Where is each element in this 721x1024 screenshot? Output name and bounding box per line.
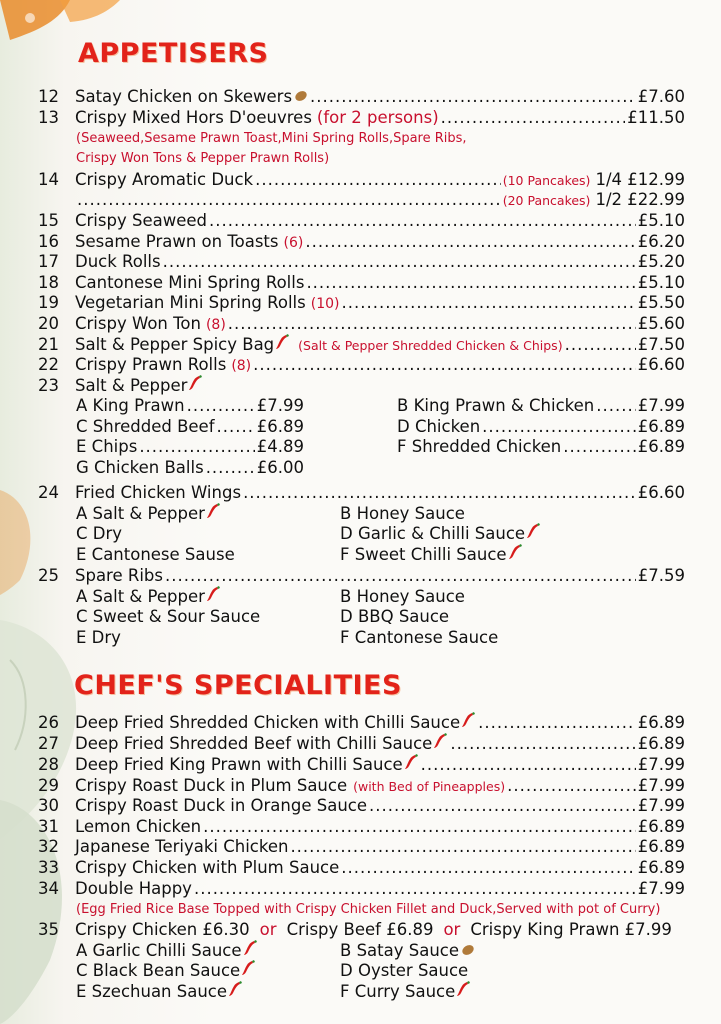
item-number: 32 bbox=[38, 837, 59, 856]
item-price: £5.10 bbox=[637, 211, 685, 230]
leader-dots bbox=[203, 816, 636, 837]
item-name: Vegetarian Mini Spring Rolls bbox=[75, 293, 306, 312]
menu-item-35[interactable] bbox=[38, 919, 685, 940]
item-note: (for 2 persons) bbox=[316, 108, 439, 127]
option-salt-pepper-e[interactable]: E Chips ..... £4.89 bbox=[76, 436, 304, 457]
item-name: Deep Fried King Prawn with Chilli Sauce bbox=[75, 755, 403, 774]
chilli-icon bbox=[276, 334, 290, 350]
menu-item-19[interactable] bbox=[38, 292, 685, 313]
wing-option-b[interactable]: B Honey Sauce bbox=[340, 504, 465, 523]
leader-dots bbox=[163, 251, 636, 272]
item-number: 35 bbox=[38, 920, 59, 939]
menu-item-18[interactable] bbox=[38, 272, 685, 293]
chilli-icon bbox=[462, 712, 476, 728]
rib-option-b[interactable]: B Honey Sauce bbox=[340, 587, 465, 606]
item-name: Fried Chicken Wings bbox=[75, 483, 242, 502]
menu-item-13[interactable] bbox=[38, 107, 685, 128]
menu-item-21[interactable] bbox=[38, 334, 685, 355]
item-number: 31 bbox=[38, 817, 59, 836]
leader-dots bbox=[341, 292, 635, 313]
item-number: 22 bbox=[38, 355, 59, 374]
appetisers-heading: APPETISERS bbox=[78, 38, 269, 69]
chefs-specialities-heading: CHEF'S SPECIALITIES bbox=[74, 670, 402, 701]
leader-dots bbox=[243, 482, 636, 503]
sauce-option-b[interactable]: B Satay Sauce bbox=[340, 940, 475, 961]
item-number: 23 bbox=[38, 376, 59, 395]
menu-item-34[interactable] bbox=[38, 878, 685, 899]
menu-item-20[interactable] bbox=[38, 313, 685, 334]
menu-item-28[interactable] bbox=[38, 754, 685, 775]
or-separator: or bbox=[443, 920, 461, 939]
menu-item-27[interactable] bbox=[38, 733, 685, 754]
wing-option-c[interactable]: C Dry bbox=[76, 524, 123, 543]
or-separator: or bbox=[259, 920, 277, 939]
menu-item-23[interactable] bbox=[38, 375, 685, 396]
menu-item-24[interactable] bbox=[38, 482, 685, 503]
item-price: £7.99 bbox=[637, 755, 685, 774]
menu-item-31[interactable] bbox=[38, 816, 685, 837]
item-number: 13 bbox=[38, 108, 59, 127]
leader-dots bbox=[565, 334, 636, 355]
item-name: Lemon Chicken bbox=[75, 817, 202, 836]
item-note: (with Bed of Pineapples) bbox=[353, 779, 506, 794]
item-name: Double Happy bbox=[75, 879, 192, 898]
item-price: £7.99 bbox=[637, 879, 685, 898]
item-description: Crispy Won Tons & Pepper Prawn Rolls) bbox=[76, 151, 330, 166]
leader-dots bbox=[253, 354, 636, 375]
item-price: £7.50 bbox=[637, 335, 685, 354]
leader-dots bbox=[310, 86, 636, 107]
item-number: 33 bbox=[38, 858, 59, 877]
item-note: (20 Pancakes) bbox=[502, 193, 591, 208]
peanut-icon bbox=[294, 90, 308, 102]
menu-item-17[interactable] bbox=[38, 251, 685, 272]
item-price: £11.50 bbox=[627, 108, 685, 127]
leader-dots bbox=[305, 231, 635, 252]
item-price: £7.99 bbox=[637, 776, 685, 795]
chilli-icon bbox=[527, 523, 541, 539]
leader-dots bbox=[341, 857, 636, 878]
item-number: 30 bbox=[38, 796, 59, 815]
sauce-option-c[interactable]: C Black Bean Sauce bbox=[76, 960, 256, 981]
rib-option-e[interactable]: E Dry bbox=[76, 628, 121, 647]
item-name: Sesame Prawn on Toasts bbox=[75, 232, 279, 251]
item-name: Salt & Pepper bbox=[75, 376, 188, 395]
item-number: 12 bbox=[38, 87, 59, 106]
item-number: 20 bbox=[38, 314, 59, 333]
item-description: (Egg Fried Rice Base Topped with Crispy Chicken Fillet and Duck,Served with pot of Curry) bbox=[76, 902, 661, 917]
item-number: 28 bbox=[38, 755, 59, 774]
item-number: 14 bbox=[38, 170, 59, 189]
item-price: 1/2 £22.99 bbox=[595, 190, 685, 209]
item-name: Japanese Teriyaki Chicken bbox=[75, 837, 289, 856]
leader-dots bbox=[306, 272, 635, 293]
item-note: (6) bbox=[283, 235, 304, 251]
item-price: £5.10 bbox=[637, 273, 685, 292]
item-note: (10) bbox=[310, 296, 340, 312]
leader-dots bbox=[421, 754, 636, 775]
item-price: 1/4 £12.99 bbox=[595, 170, 685, 189]
chilli-icon bbox=[189, 375, 203, 391]
item-name: Crispy Prawn Rolls bbox=[75, 355, 227, 374]
item-number: 34 bbox=[38, 879, 59, 898]
item-price: £6.89 bbox=[637, 858, 685, 877]
item-name: Salt & Pepper Spicy Bag bbox=[75, 335, 275, 354]
rib-option-c[interactable]: C Sweet & Sour Sauce bbox=[76, 607, 261, 626]
sauce-option-e[interactable]: E Szechuan Sauce bbox=[76, 981, 243, 1002]
wing-option-e[interactable]: E Cantonese Sause bbox=[76, 545, 235, 564]
item-number: 16 bbox=[38, 232, 59, 251]
sauce-option-f[interactable]: F Curry Sauce bbox=[340, 981, 471, 1002]
sauce-option-a[interactable]: A Garlic Chilli Sauce bbox=[76, 940, 258, 961]
item-name: Crispy Won Ton bbox=[75, 314, 201, 333]
menu-item-14[interactable] bbox=[38, 169, 685, 190]
wing-option-a[interactable]: A Salt & Pepper bbox=[76, 503, 221, 524]
item-name: Cantonese Mini Spring Rolls bbox=[75, 273, 305, 292]
item-name: Deep Fried Shredded Chicken with Chilli Sauce bbox=[75, 713, 461, 732]
menu-item-32[interactable] bbox=[38, 836, 685, 857]
menu-item-26[interactable] bbox=[38, 712, 685, 733]
item-name: Crispy Mixed Hors D'oeuvres bbox=[75, 108, 312, 127]
item-choice-beef: Crispy Beef £6.89 bbox=[286, 920, 434, 939]
menu-item-33[interactable] bbox=[38, 857, 685, 878]
item-price: £6.89 bbox=[637, 837, 685, 856]
item-name: Duck Rolls bbox=[75, 252, 161, 271]
item-name: Crispy Roast Duck in Plum Sauce bbox=[75, 776, 348, 795]
leader-dots bbox=[255, 169, 501, 190]
item-name: Crispy Roast Duck in Orange Sauce bbox=[75, 796, 368, 815]
item-price: £5.50 bbox=[637, 293, 685, 312]
leader-dots bbox=[507, 775, 636, 796]
item-price: £6.89 bbox=[637, 734, 685, 753]
chilli-icon bbox=[405, 754, 419, 770]
menu-item-16[interactable] bbox=[38, 231, 685, 252]
item-name: Deep Fried Shredded Beef with Chilli Sauce bbox=[75, 734, 433, 753]
item-name: Crispy Chicken with Plum Sauce bbox=[75, 858, 340, 877]
leader-dots bbox=[165, 565, 636, 586]
item-number: 17 bbox=[38, 252, 59, 271]
leader-dots bbox=[77, 189, 501, 210]
item-number: 24 bbox=[38, 483, 59, 502]
item-number: 15 bbox=[38, 211, 59, 230]
item-number: 18 bbox=[38, 273, 59, 292]
item-number: 26 bbox=[38, 713, 59, 732]
chilli-icon bbox=[434, 733, 448, 749]
chilli-icon bbox=[229, 981, 243, 997]
leader-dots bbox=[228, 313, 636, 334]
chilli-icon bbox=[509, 544, 523, 560]
chilli-icon bbox=[207, 586, 221, 602]
item-number: 19 bbox=[38, 293, 59, 312]
item-price: £6.60 bbox=[637, 483, 685, 502]
chilli-icon bbox=[207, 503, 221, 519]
item-number: 21 bbox=[38, 335, 59, 354]
item-note: (Salt & Pepper Shredded Chicken & Chips) bbox=[298, 338, 563, 353]
item-note: (10 Pancakes) bbox=[502, 173, 591, 188]
chilli-icon bbox=[242, 960, 256, 976]
item-name: Crispy Seaweed bbox=[75, 211, 207, 230]
menu-item-14-large[interactable] bbox=[38, 189, 685, 210]
item-price: £7.60 bbox=[637, 87, 685, 106]
item-price: £6.89 bbox=[637, 713, 685, 732]
option-salt-pepper-c[interactable]: C Shredded Beef ..... £6.89 bbox=[76, 416, 304, 437]
menu-item-15[interactable] bbox=[38, 210, 685, 231]
item-price: £7.59 bbox=[637, 566, 685, 585]
leader-dots bbox=[369, 795, 636, 816]
item-price: £5.20 bbox=[637, 252, 685, 271]
option-salt-pepper-b[interactable]: B King Prawn & Chicken ..... £7.99 bbox=[397, 395, 685, 416]
item-price: £6.60 bbox=[637, 355, 685, 374]
rib-option-a[interactable]: A Salt & Pepper bbox=[76, 586, 221, 607]
item-number: 29 bbox=[38, 776, 59, 795]
menu-item-22[interactable] bbox=[38, 354, 685, 375]
item-description: (Seaweed,Sesame Prawn Toast,Mini Spring Rolls,Spare Ribs, bbox=[76, 131, 467, 146]
item-choice-king-prawn: Crispy King Prawn £7.99 bbox=[470, 920, 672, 939]
item-price: £6.20 bbox=[637, 232, 685, 251]
menu-item-12[interactable] bbox=[38, 86, 685, 107]
item-number: 25 bbox=[38, 566, 59, 585]
rib-option-d[interactable]: D BBQ Sauce bbox=[340, 607, 450, 626]
item-name: Crispy Aromatic Duck bbox=[75, 170, 254, 189]
leader-dots bbox=[478, 712, 636, 733]
item-price: £5.60 bbox=[637, 314, 685, 333]
rib-option-f[interactable]: F Cantonese Sauce bbox=[340, 628, 499, 647]
chilli-icon bbox=[244, 940, 258, 956]
leader-dots bbox=[450, 733, 635, 754]
item-note: (8) bbox=[231, 358, 252, 374]
sauce-option-d[interactable]: D Oyster Sauce bbox=[340, 961, 469, 980]
menu-item-29[interactable] bbox=[38, 775, 685, 796]
option-salt-pepper-g[interactable]: G Chicken Balls ..... £6.00 bbox=[76, 457, 304, 478]
menu-item-25[interactable] bbox=[38, 565, 685, 586]
leader-dots bbox=[209, 210, 636, 231]
option-salt-pepper-a[interactable]: A King Prawn ..... £7.99 bbox=[76, 395, 304, 416]
item-price: £6.89 bbox=[637, 817, 685, 836]
item-choice-chicken: Crispy Chicken £6.30 bbox=[75, 920, 250, 939]
item-note: (8) bbox=[205, 317, 226, 333]
option-salt-pepper-f[interactable]: F Shredded Chicken ..... £6.89 bbox=[397, 436, 685, 457]
leader-dots bbox=[441, 107, 626, 128]
peanut-icon bbox=[461, 944, 475, 956]
item-number: 27 bbox=[38, 734, 59, 753]
item-name: Satay Chicken on Skewers bbox=[75, 87, 293, 106]
option-salt-pepper-d[interactable]: D Chicken ..... £6.89 bbox=[397, 416, 685, 437]
menu-item-30[interactable] bbox=[38, 795, 685, 816]
chilli-icon bbox=[457, 981, 471, 997]
wing-option-f[interactable]: F Sweet Chilli Sauce bbox=[340, 544, 523, 565]
wing-option-d[interactable]: D Garlic & Chilli Sauce bbox=[340, 523, 541, 544]
leader-dots bbox=[194, 878, 636, 899]
item-price: £7.99 bbox=[637, 796, 685, 815]
leader-dots bbox=[290, 836, 635, 857]
item-name: Spare Ribs bbox=[75, 566, 163, 585]
